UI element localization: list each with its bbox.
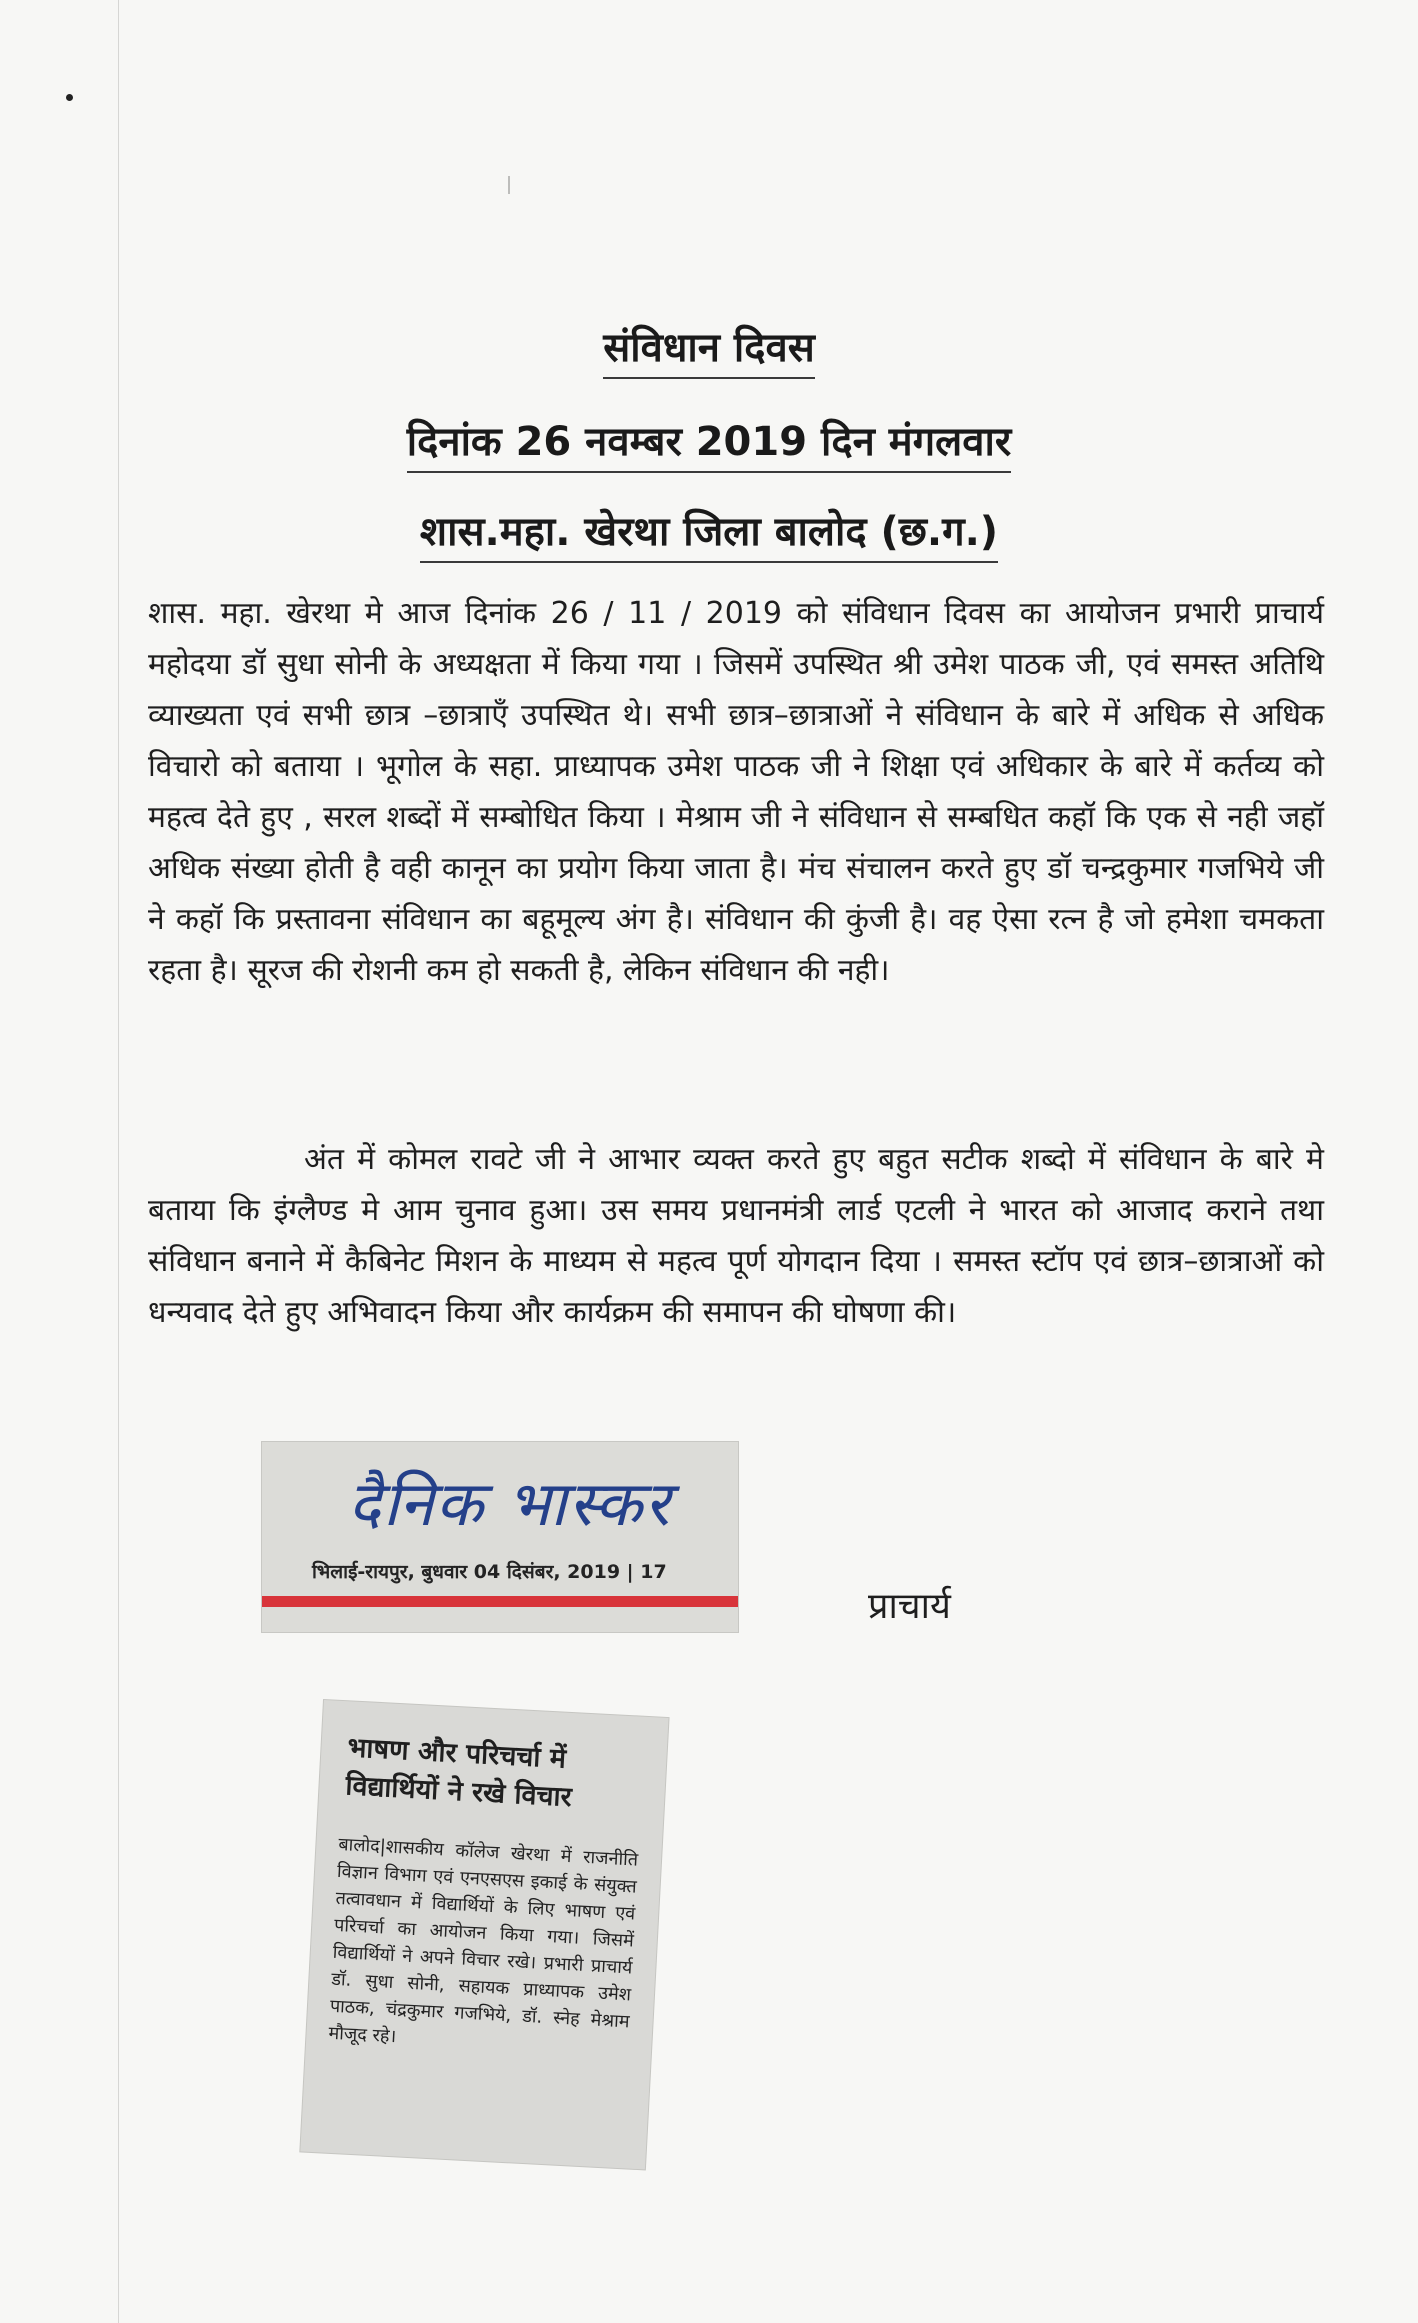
date-line — [0, 412, 1418, 473]
newspaper-masthead-clipping — [262, 1442, 738, 1632]
document-title-text: संविधान दिवस — [603, 318, 815, 379]
signature-principal: प्राचार्य — [868, 1586, 951, 1627]
college-line — [0, 502, 1418, 563]
body-paragraph-2: अंत में कोमल रावटे जी ने आभार व्यक्त करते हुए बहुत सटीक शब्दो में संविधान के बारे मे बताया कि इंग्लैण्ड मे आम चुनाव हुआ। उस समय प्रधानमंत्री लार्ड एटली ने भारत को आजाद कराने तथा संविधान बनाने में कैबिनेट मिशन के माध्यम से महत्व पूर्ण योगदान दिया । समस्त स्टॉप एवं छात्र–छात्राओं को धन्यवाद देते हुए अभिवादन किया और कार्यक्रम की समापन की घोषणा की। — [148, 1142, 1324, 1330]
ink-speck — [66, 94, 73, 101]
document-title — [0, 318, 1418, 379]
newspaper-dateline: भिलाई-रायपुर, बुधवार 04 दिसंबर, 2019 | 17 — [312, 1561, 667, 1583]
newspaper-red-stripe — [262, 1596, 738, 1607]
clipping-headline: भाषण और परिचर्चा में विद्यार्थियों ने रखे विचार — [344, 1732, 573, 1814]
body-paragraph-1: शास. महा. खेरथा मे आज दिनांक 26 / 11 / 2019 को संविधान दिवस का आयोजन प्रभारी प्राचार्य महोदया डॉ सुधा सोनी के अध्यक्षता में किया गया । जिसमें उपस्थित श्री उमेश पाठक जी, एवं समस्त अतिथि व्याख्यता एवं सभी छात्र –छात्राएँ उपस्थित थे। सभी छात्र–छात्राओं ने संविधान के बारे में अधिक से अधिक विचारो को बताया । भूगोल के सहा. प्राध्यापक उमेश पाठक जी ने शिक्षा एवं अधिकार के बारे में कर्तव्य को महत्व देते हुए , सरल शब्दों में सम्बोधित किया । मेश्राम जी ने संविधान से सम्बधित कहॉ कि एक से नही जहॉ अधिक संख्या होती है वही कानून का प्रयोग किया जाता है। मंच संचालन करते हुए डॉ चन्द्रकुमार गजभिये जी ने कहॉ कि प्रस्तावना संविधान का बहूमूल्य अंग है। संविधान की कुंजी है। वह ऐसा रत्न है जो हमेशा चमकता रहता है। सूरज की रोशनी कम हो सकती है, लेकिन संविधान की नही। — [148, 596, 1324, 988]
date-line-text: दिनांक 26 नवम्बर 2019 दिन मंगलवार — [407, 412, 1011, 473]
college-line-text: शास.महा. खेरथा जिला बालोद (छ.ग.) — [420, 502, 998, 563]
newspaper-logo: दैनिक भास्कर — [348, 1467, 672, 1540]
clipping-body-text: बालोद|शासकीय कॉलेज खेरथा में राजनीति विज्ञान विभाग एवं एनएसएस इकाई के संयुक्त तत्वावधान में विद्यार्थियों के लिए भाषण एवं परिचर्चा का आयोजन किया गया। जिसमें विद्यार्थियों ने अपने विचार रखे। प्रभारी प्राचार्य डॉ. सुधा सोनी, सहायक प्राध्यापक उमेश पाठक, चंद्रकुमार गजभिये, डॉ. स्नेह मेश्राम मौजूद रहे। — [328, 1833, 639, 2048]
newspaper-article-clipping — [300, 1700, 668, 2169]
scan-mark — [508, 176, 510, 194]
